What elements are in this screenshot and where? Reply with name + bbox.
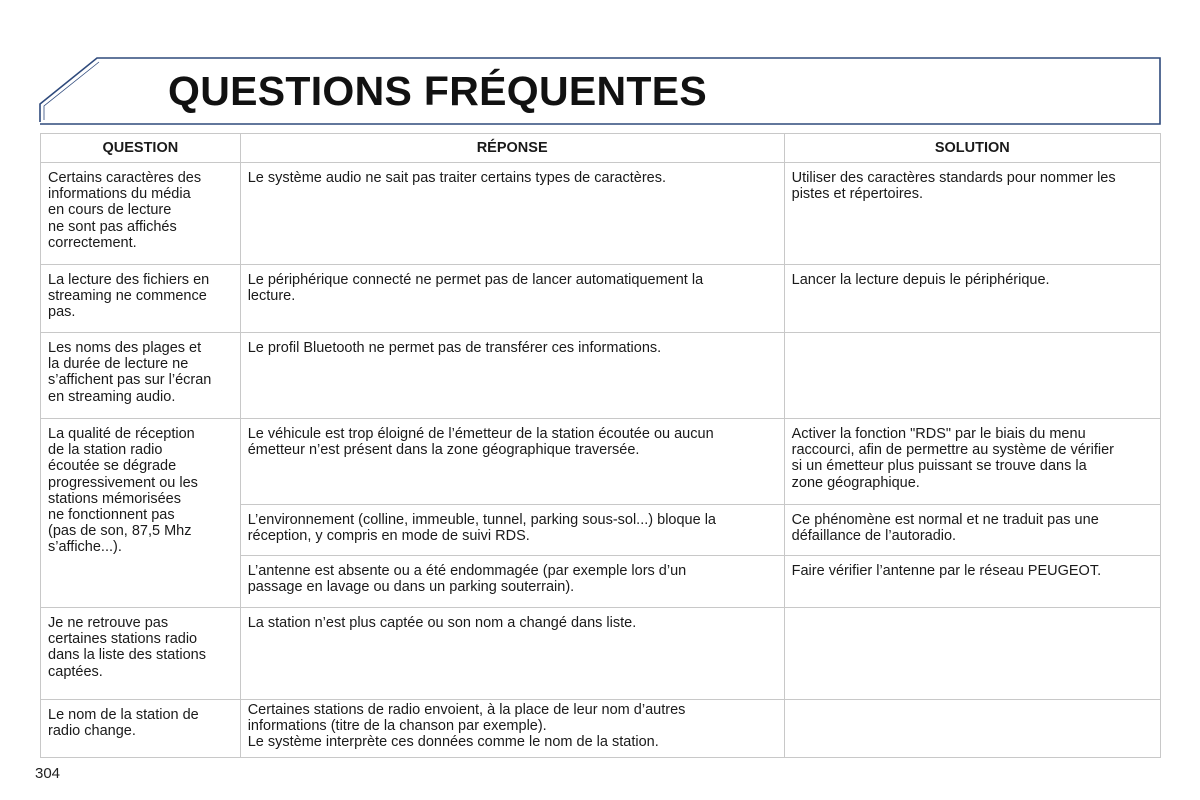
- solution-cell: Utiliser des caractères standards pour nommer les pistes et répertoires.: [784, 163, 1160, 265]
- table-header-row: [41, 134, 1161, 163]
- table-row: [41, 419, 1161, 505]
- page-number: 304: [35, 765, 61, 782]
- table-row: [41, 700, 1161, 758]
- question-cell: La lecture des fichiers en streaming ne commence pas.: [41, 265, 241, 333]
- table-row: [41, 163, 1161, 265]
- answer-cell: La station n’est plus captée ou son nom a changé dans liste.: [240, 608, 784, 700]
- faq-table: [40, 133, 1161, 757]
- table-row: [41, 608, 1161, 700]
- solution-cell: Lancer la lecture depuis le périphérique.: [784, 265, 1160, 333]
- answer-cell: Certaines stations de radio envoient, à la place de leur nom d’autres informations (titre de la chanson par exemple). Le système interprète ces données comme le nom de la station.: [240, 700, 784, 758]
- answer-cell: Le système audio ne sait pas traiter certains types de caractères.: [240, 163, 784, 265]
- solution-cell: Activer la fonction "RDS" par le biais du menu raccourci, afin de permettre au système de vérifier si un émetteur plus puissant se trouve dans la zone géographique.: [784, 419, 1160, 505]
- column-header-answer: RÉPONSE: [240, 134, 784, 163]
- column-header-question: QUESTION: [41, 134, 241, 163]
- question-cell: Je ne retrouve pas certaines stations radio dans la liste des stations captées.: [41, 608, 241, 700]
- answer-cell: L’environnement (colline, immeuble, tunnel, parking sous-sol...) bloque la réception, y compris en mode de suivi RDS.: [240, 505, 784, 556]
- answer-cell: Le périphérique connecté ne permet pas de lancer automatiquement la lecture.: [240, 265, 784, 333]
- answer-cell: Le véhicule est trop éloigné de l’émetteur de la station écoutée ou aucun émetteur n’est présent dans la zone géographique traversée.: [240, 419, 784, 505]
- question-cell: Les noms des plages et la durée de lecture ne s’affichent pas sur l’écran en streaming audio.: [41, 333, 241, 419]
- solution-cell: [784, 333, 1160, 419]
- solution-cell: [784, 608, 1160, 700]
- page-title: QUESTIONS FRÉQUENTES: [168, 68, 708, 114]
- table-row: [41, 265, 1161, 333]
- answer-cell: Le profil Bluetooth ne permet pas de transférer ces informations.: [240, 333, 784, 419]
- answer-cell: L’antenne est absente ou a été endommagée (par exemple lors d’un passage en lavage ou dans un parking souterrain).: [240, 556, 784, 608]
- question-cell: Le nom de la station de radio change.: [41, 700, 241, 758]
- question-cell: Certains caractères des informations du média en cours de lecture ne sont pas affichés correctement.: [41, 163, 241, 265]
- solution-cell: [784, 700, 1160, 758]
- table-row: [41, 333, 1161, 419]
- column-header-solution: SOLUTION: [784, 134, 1160, 163]
- solution-cell: Faire vérifier l’antenne par le réseau PEUGEOT.: [784, 556, 1160, 608]
- question-cell: La qualité de réception de la station radio écoutée se dégrade progressivement ou les stations mémorisées ne fonctionnent pas (pas de son, 87,5 Mhz s’affiche...).: [41, 419, 241, 608]
- solution-cell: Ce phénomène est normal et ne traduit pas une défaillance de l’autoradio.: [784, 505, 1160, 556]
- title-banner: [0, 0, 1200, 130]
